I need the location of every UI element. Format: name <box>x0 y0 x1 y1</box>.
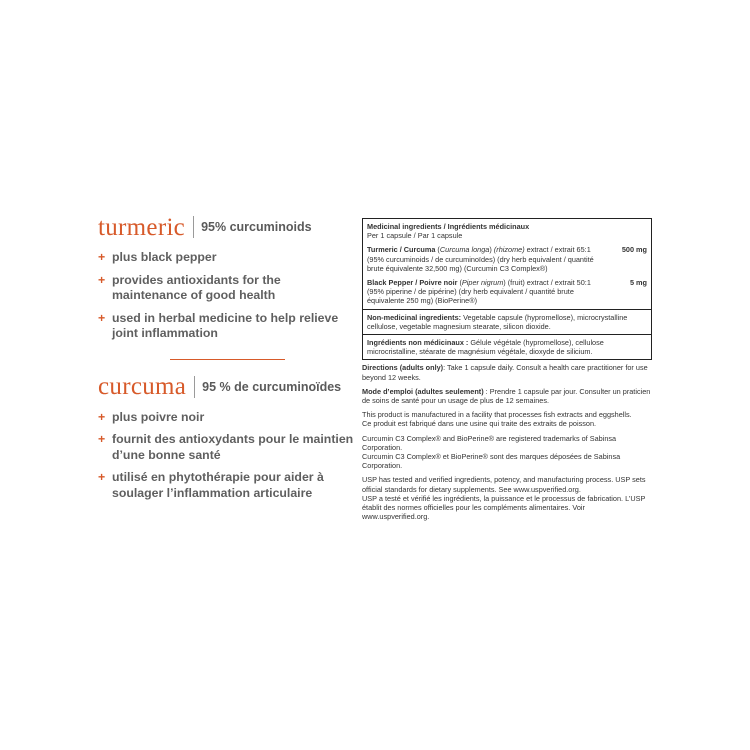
ingredient-row <box>367 245 647 273</box>
usp-statement <box>362 475 652 521</box>
plus-icon: + <box>98 432 106 446</box>
facility-statement <box>362 410 652 428</box>
plus-icon: + <box>98 409 106 424</box>
french-heading <box>98 370 358 404</box>
trademark-statement <box>362 434 652 471</box>
plant-part: (rhizome) <box>493 245 525 255</box>
ingredient-text: ) <box>489 245 494 255</box>
english-heading <box>98 210 358 244</box>
claim-text: provides antioxidants for the maintenance of good health <box>112 272 281 302</box>
plus-icon: + <box>98 470 106 484</box>
brand-name-fr: curcuma <box>98 373 187 400</box>
mode-title: Mode d’emploi (adultes seulement) <box>362 386 484 396</box>
facility-fr: Ce produit est fabriqué dans une usine qui traite des extraits de poisson. <box>362 419 597 429</box>
trademark-en: Curcumin C3 Complex® and BioPerine® are registered trademarks of Sabinsa Corporation. <box>362 433 617 452</box>
product-label-panel <box>362 218 652 526</box>
plus-icon: + <box>98 310 106 325</box>
label-notes <box>362 363 652 521</box>
plus-icon: + <box>98 250 106 264</box>
claim-text: fournit des antioxydants pour le maintien d’une bonne santé <box>112 432 354 462</box>
ingredient-text: ) <box>503 278 508 288</box>
mode-text: : Prendre 1 capsule par jour. Consulter un praticien de soins de santé pour un usage de plus de 12 semaines. <box>362 386 651 406</box>
non-medicinal-text: Vegetable capsule (hypromellose), microcrystalline cellulose, vegetable magnesium stearate, silicon dioxide. <box>367 312 628 331</box>
latin-name: Curcuma longa <box>439 245 490 255</box>
heading-separator <box>194 376 195 398</box>
list-item <box>98 250 358 266</box>
plus-icon: + <box>98 272 106 287</box>
ingredient-description <box>367 245 599 273</box>
latin-name: Piper nigrum <box>461 278 504 288</box>
non-medicinal-title-fr: Ingrédients non médicinaux : <box>367 338 469 348</box>
non-medicinal-title: Non-medicinal ingredients: <box>367 312 462 322</box>
directions-fr <box>362 387 652 405</box>
plant-part: (fruit) <box>507 278 525 288</box>
subtitle-en: 95% curcuminoids <box>201 220 312 234</box>
list-item <box>98 470 358 501</box>
ingredients-box <box>362 218 652 360</box>
ingredient-text: ( <box>457 278 462 288</box>
list-item <box>98 410 358 426</box>
ingredient-amount: 500 mg <box>621 245 647 255</box>
usp-en: USP has tested and verified ingredients, potency, and manufacturing process. USP sets official standards for dietary supplements. See www.uspverified.org. <box>362 475 646 494</box>
ingredient-text: extract / extrait 65:1 (95% curcuminoids / de curcuminoïdes) (dry herb equivalent / quantité brute équivalente 32,500 mg) (Curcumin C3 Complex®) <box>367 245 594 273</box>
claim-text: utilisé en phytothérapie pour aider à soulager l’inflammation articulaire <box>112 470 324 500</box>
subtitle-fr: 95 % de curcuminoïdes <box>202 379 342 394</box>
claim-text: plus black pepper <box>112 250 217 264</box>
list-item <box>98 432 358 463</box>
non-medicinal-text-fr: Gélule végétale (hypromellose), cellulose microcristalline, stéarate de magnésium végétale, dioxyde de silicium. <box>367 338 604 357</box>
claim-text: used in herbal medicine to help relieve joint inflammation <box>112 310 339 340</box>
ingredient-name: Turmeric / Curcuma <box>367 245 436 255</box>
ingredient-amount: 5 mg <box>629 278 647 288</box>
list-item <box>98 273 358 304</box>
claims-panel <box>98 210 358 508</box>
ingredient-row <box>367 278 647 306</box>
facility-en: This product is manufactured in a facility that processes fish extracts and eggshells. <box>362 410 632 420</box>
trademark-fr: Curcumin C3 Complex® et BioPerine® sont des marques déposées de Sabinsa Corporation. <box>362 452 621 471</box>
directions-text: : Take 1 capsule daily. Consult a health care practitioner for use beyond 12 weeks. <box>362 363 648 382</box>
medicinal-ingredients-section <box>363 219 651 310</box>
directions-en <box>362 363 652 381</box>
section-divider <box>170 359 285 360</box>
ingredient-text: ( <box>435 245 440 255</box>
heading-separator <box>193 216 194 238</box>
brand-name-en: turmeric <box>98 213 186 241</box>
ingredient-description <box>367 278 599 306</box>
ingredients-header: Medicinal ingredients / Ingrédients médicinaux <box>367 222 530 231</box>
ingredient-text: extract / extrait 50:1 (95% piperine / de pipérine) (dry herb equivalent / quantité brute équivalente 250 mg) (BioPerine®) <box>367 278 591 306</box>
non-medicinal-section-fr <box>363 335 651 359</box>
usp-fr: USP a testé et vérifié les ingrédients, la puissance et le processus de fabrication. L’USP établit des normes officielles pour les compléments alimentaires. Voir www.uspverified.org. <box>362 493 646 522</box>
non-medicinal-section <box>363 310 651 335</box>
claim-text: plus poivre noir <box>112 409 205 424</box>
claims-list-en <box>98 250 358 342</box>
list-item <box>98 311 358 342</box>
ingredient-name: Black Pepper / Poivre noir <box>367 278 458 288</box>
claims-list-fr <box>98 410 358 502</box>
serving-size: Per 1 capsule / Par 1 capsule <box>367 231 463 241</box>
directions-title: Directions (adults only) <box>362 363 444 373</box>
